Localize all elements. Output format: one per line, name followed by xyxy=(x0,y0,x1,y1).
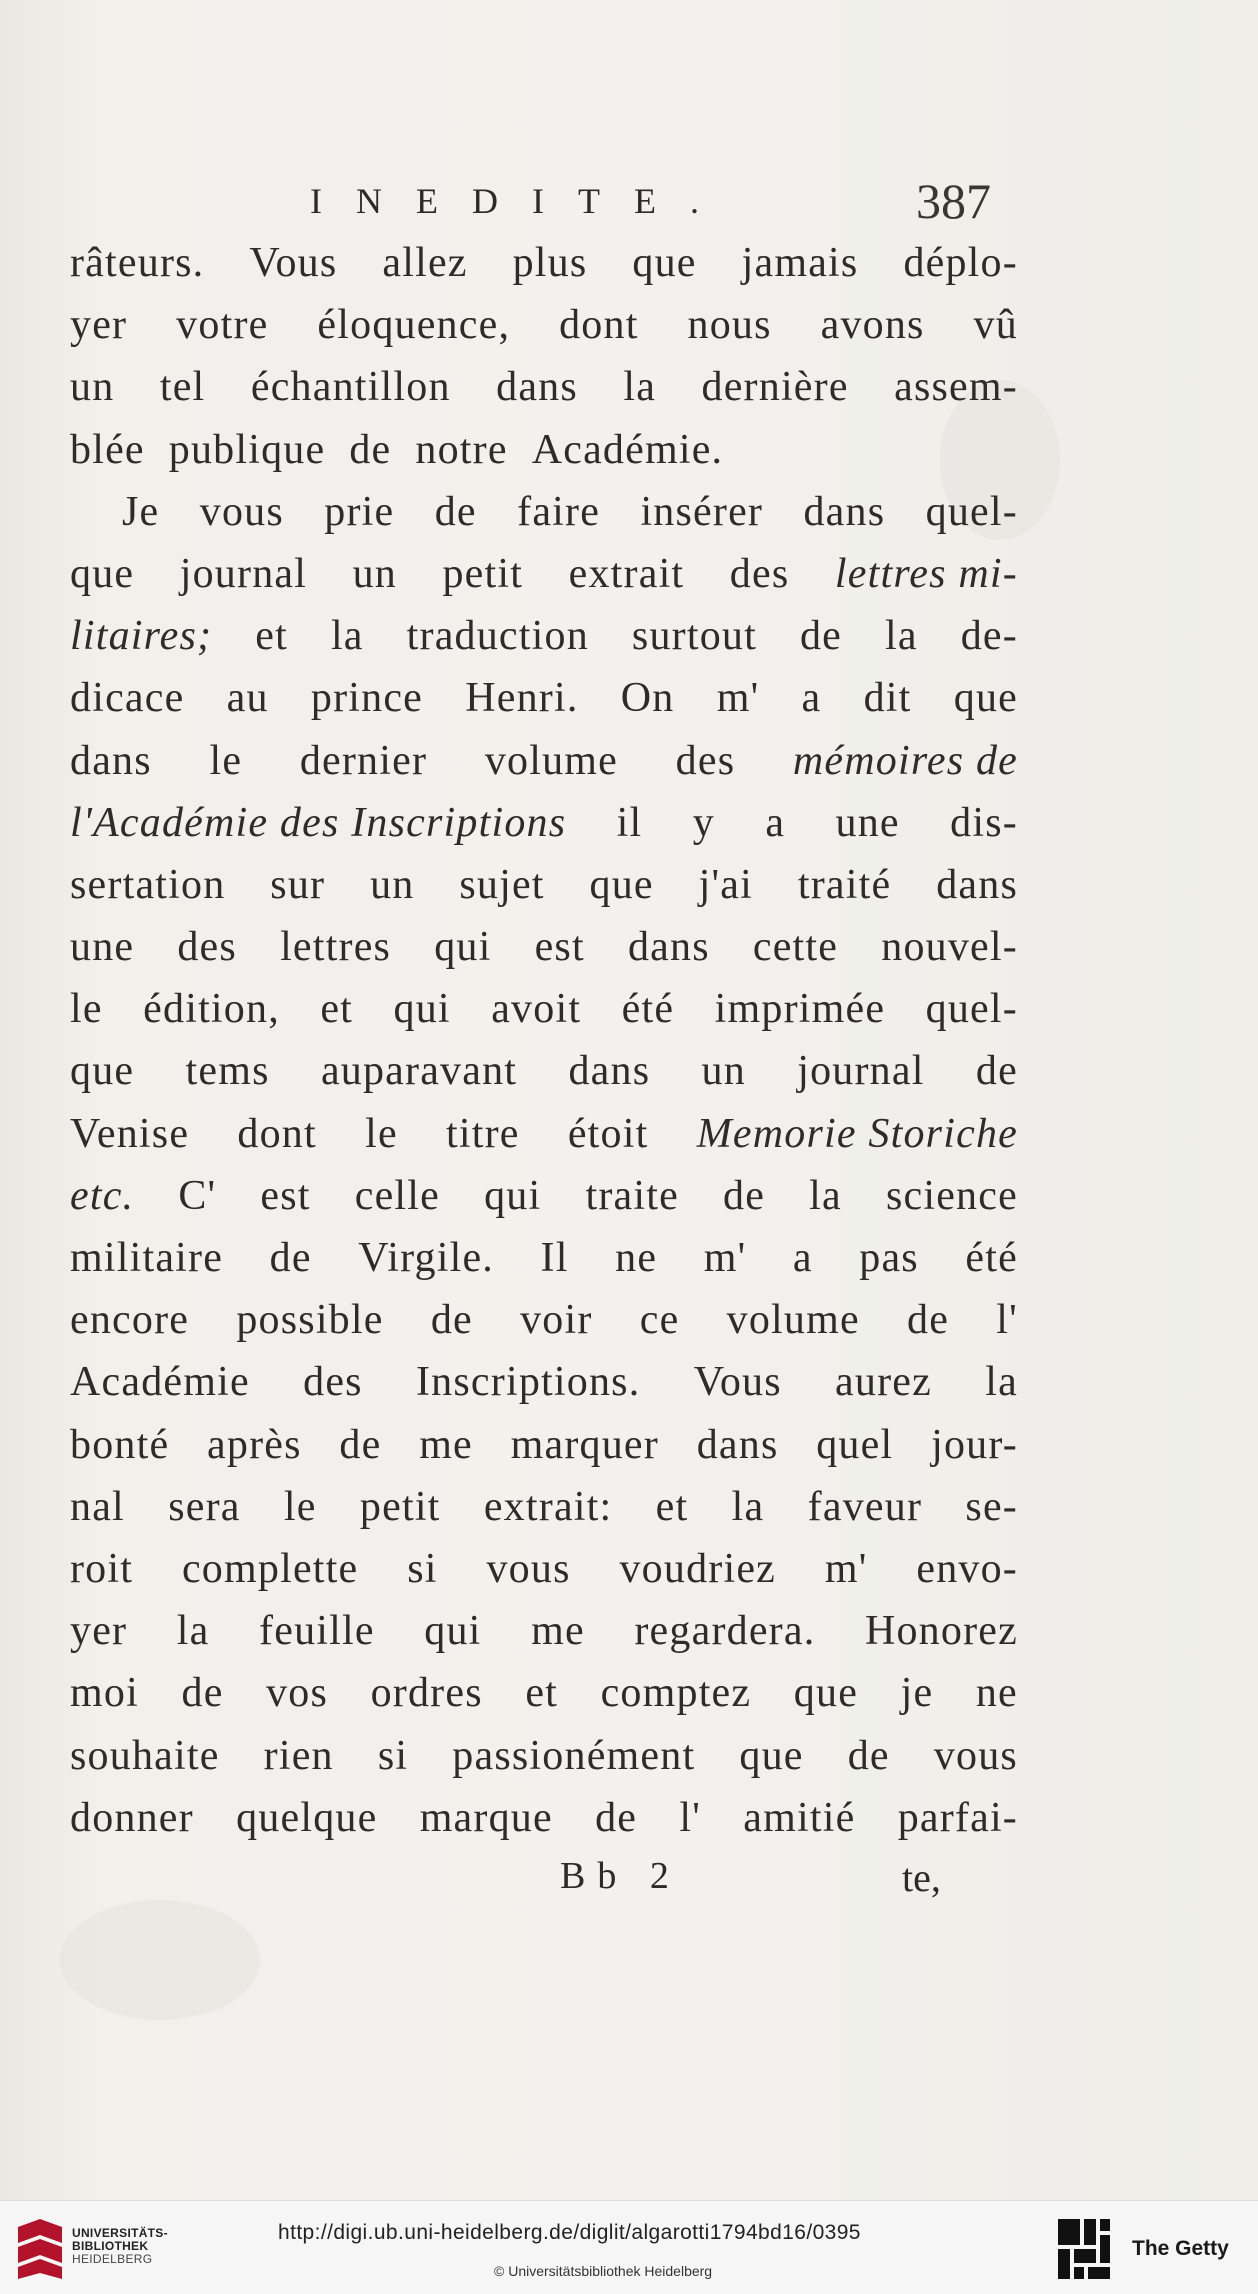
word: bonté xyxy=(70,1421,170,1468)
word: des xyxy=(303,1359,363,1406)
word: assem- xyxy=(894,364,1018,411)
word: marquer xyxy=(510,1421,659,1468)
word: la xyxy=(885,613,918,660)
word: que xyxy=(70,550,135,597)
word: l' xyxy=(996,1297,1018,1344)
word: une xyxy=(70,924,135,971)
word: ne xyxy=(975,1670,1018,1717)
text-line xyxy=(70,356,1018,418)
word: est xyxy=(534,924,585,971)
word: Vous xyxy=(693,1359,782,1406)
text-line xyxy=(70,730,1018,792)
word: voir xyxy=(520,1297,593,1344)
word: y xyxy=(692,799,715,846)
text-line xyxy=(70,1600,1018,1662)
word: le xyxy=(209,737,243,784)
word: petit xyxy=(442,550,524,597)
ub-heidelberg-logo-icon xyxy=(12,2217,68,2281)
word: surtout xyxy=(631,613,757,660)
word: de xyxy=(799,613,843,660)
text-line xyxy=(70,605,1018,667)
word: et xyxy=(655,1483,689,1530)
word: sertation xyxy=(70,861,226,908)
word: et xyxy=(255,613,288,660)
word: de xyxy=(434,488,477,535)
word: dernier xyxy=(299,737,428,784)
word: été xyxy=(965,1235,1018,1281)
word: quel- xyxy=(925,986,1018,1033)
word: quelque xyxy=(236,1794,378,1841)
word: de xyxy=(975,1048,1018,1095)
word: je xyxy=(900,1670,934,1717)
word: traité xyxy=(797,861,892,908)
library-name-line2: BIBLIOTHEK xyxy=(72,2239,149,2253)
word: prie xyxy=(324,488,395,535)
word: dis- xyxy=(950,799,1018,846)
word: édition, xyxy=(143,986,280,1033)
word: l'Académie des Inscriptions xyxy=(70,799,567,846)
word: la xyxy=(809,1172,842,1219)
word: râteurs. xyxy=(70,240,205,286)
copyright-notice: © Universitätsbibliothek Heidelberg xyxy=(494,2263,713,2279)
getty-logo[interactable] xyxy=(1056,2217,1256,2283)
word: lettres xyxy=(280,924,392,971)
word: yer xyxy=(70,302,128,349)
word: un xyxy=(352,550,397,597)
word: des xyxy=(675,737,736,784)
word: que xyxy=(739,1732,804,1779)
word: envo- xyxy=(916,1545,1018,1592)
word: de xyxy=(907,1297,950,1344)
word: litaires; xyxy=(70,613,213,660)
word: possible xyxy=(236,1297,384,1344)
word: complette xyxy=(181,1545,359,1592)
word: me xyxy=(419,1421,473,1468)
text-line xyxy=(70,667,1018,729)
text-line xyxy=(70,792,1018,854)
word: qui xyxy=(424,1608,482,1655)
signature-line xyxy=(70,1854,1018,1914)
text-line xyxy=(70,1662,1018,1724)
text-line xyxy=(70,1040,1018,1102)
text-line xyxy=(70,916,1018,978)
ub-heidelberg-logo[interactable] xyxy=(12,2213,182,2285)
running-head xyxy=(70,172,1020,232)
word: la xyxy=(731,1483,765,1530)
text-line xyxy=(70,1165,1018,1227)
viewer-footer xyxy=(0,2200,1258,2294)
word: avons xyxy=(820,302,925,349)
word: etc. xyxy=(70,1172,135,1219)
catchword: te, xyxy=(902,1855,941,1900)
word: dicace xyxy=(70,675,185,722)
word: dont xyxy=(559,302,639,349)
word: insérer xyxy=(640,488,764,535)
word: le xyxy=(365,1110,398,1157)
word: de xyxy=(269,1235,312,1281)
word: Académie. xyxy=(531,426,724,473)
word: m' xyxy=(824,1545,868,1592)
text-line xyxy=(70,1725,1018,1787)
page-number: 387 xyxy=(916,173,991,229)
word: passionément xyxy=(452,1732,696,1779)
word: que xyxy=(953,675,1018,722)
word: échantillon xyxy=(250,364,451,411)
running-title: INEDITE. xyxy=(310,181,733,221)
word: ne xyxy=(615,1235,658,1281)
text-line xyxy=(70,1103,1018,1165)
word: tems xyxy=(185,1048,270,1095)
word: aurez xyxy=(835,1359,932,1406)
word: regardera. xyxy=(634,1608,816,1655)
word: petit xyxy=(359,1483,441,1530)
word: que xyxy=(70,1048,135,1095)
word: auparavant xyxy=(320,1048,518,1095)
word: Vous xyxy=(249,240,338,286)
word: de- xyxy=(960,613,1018,660)
word: la xyxy=(176,1608,210,1655)
word: sera xyxy=(168,1483,241,1530)
word: rien xyxy=(263,1732,334,1779)
word: une xyxy=(835,799,900,846)
word: la xyxy=(623,364,657,411)
word: a xyxy=(792,1235,813,1281)
word: dernière xyxy=(701,364,849,411)
library-name-line3: HEIDELBERG xyxy=(72,2252,153,2266)
word: jour- xyxy=(931,1421,1018,1468)
word: voudriez xyxy=(619,1545,777,1592)
word: parfai- xyxy=(897,1794,1018,1841)
word: l' xyxy=(679,1794,702,1841)
text-line xyxy=(70,1351,1018,1413)
word: Henri. xyxy=(465,675,579,722)
word: a xyxy=(801,675,822,722)
word: votre xyxy=(176,302,269,349)
word: vous xyxy=(933,1732,1018,1779)
word: ordres xyxy=(370,1670,483,1717)
word: volume xyxy=(726,1297,860,1344)
word: Académie xyxy=(70,1359,250,1406)
word: vous xyxy=(486,1545,571,1592)
word: comptez xyxy=(600,1670,752,1717)
word: qui xyxy=(484,1172,542,1219)
text-line xyxy=(70,854,1018,916)
word: Venise xyxy=(70,1110,190,1157)
word: donner xyxy=(70,1794,194,1841)
word: sujet xyxy=(459,861,545,908)
word: amitié xyxy=(743,1794,856,1841)
word: qui xyxy=(393,986,451,1033)
text-line xyxy=(70,1787,1018,1849)
word: de xyxy=(595,1794,638,1841)
word: un xyxy=(70,364,115,411)
word: cette xyxy=(752,924,839,971)
word: des xyxy=(729,550,790,597)
word: que xyxy=(589,861,654,908)
word: après xyxy=(207,1421,302,1468)
word: moi xyxy=(70,1670,139,1717)
word: nous xyxy=(687,302,772,349)
word: et xyxy=(525,1670,559,1717)
word: encore xyxy=(70,1297,190,1344)
word: faire xyxy=(517,488,601,535)
word: dans xyxy=(568,1048,651,1095)
text-line xyxy=(70,978,1018,1040)
word: déplo- xyxy=(903,240,1018,286)
word: Inscriptions. xyxy=(416,1359,641,1406)
body-text xyxy=(70,232,1018,1849)
word: notre xyxy=(415,426,508,473)
word: la xyxy=(330,613,364,660)
word: il xyxy=(616,799,643,846)
word: qui xyxy=(434,924,492,971)
word: nal xyxy=(70,1483,125,1530)
word: se- xyxy=(965,1483,1018,1530)
word: militaire xyxy=(70,1235,224,1281)
word: Memorie Storiche xyxy=(696,1110,1018,1157)
word: roit xyxy=(70,1545,134,1592)
word: journal xyxy=(797,1048,925,1095)
word: dans xyxy=(803,488,886,535)
word: yer xyxy=(70,1608,128,1655)
word: vous xyxy=(199,488,284,535)
word: Il xyxy=(540,1235,569,1281)
word: science xyxy=(885,1172,1018,1219)
word: dans xyxy=(627,924,710,971)
word: été xyxy=(621,986,675,1033)
library-name-line1: UNIVERSITÄTS- xyxy=(72,2226,168,2240)
word: de xyxy=(847,1732,890,1779)
text-line xyxy=(70,481,1018,543)
word: dans xyxy=(696,1421,779,1468)
text-line xyxy=(70,1538,1018,1600)
word: éloquence, xyxy=(317,302,511,349)
word: me xyxy=(531,1608,585,1655)
word: dans xyxy=(936,861,1018,908)
word: Virgile. xyxy=(358,1235,494,1281)
word: des xyxy=(177,924,237,971)
word: nouvel- xyxy=(881,924,1018,971)
word: de xyxy=(339,1421,382,1468)
word: imprimée xyxy=(714,986,886,1033)
word: marque xyxy=(419,1794,553,1841)
word: dont xyxy=(237,1110,317,1157)
word: ce xyxy=(639,1297,680,1344)
text-line xyxy=(70,543,1018,605)
word: de xyxy=(430,1297,473,1344)
word: journal xyxy=(179,550,308,597)
word: un xyxy=(370,861,415,908)
word: est xyxy=(260,1172,311,1219)
partner-name: The Getty xyxy=(1132,2237,1229,2260)
word: quel xyxy=(816,1421,894,1468)
text-line xyxy=(70,419,1018,481)
word: si xyxy=(407,1545,438,1592)
word: Honorez xyxy=(864,1608,1018,1655)
word: que xyxy=(793,1670,859,1717)
text-line xyxy=(70,1227,1018,1289)
word: publique xyxy=(168,426,326,473)
word: vos xyxy=(266,1670,329,1717)
text-line xyxy=(70,1476,1018,1538)
word: pas xyxy=(859,1235,919,1281)
word: extrait: xyxy=(483,1483,613,1530)
word: Je xyxy=(122,488,160,535)
word: de xyxy=(349,426,392,473)
word: un xyxy=(701,1048,746,1095)
word: avoit xyxy=(491,986,582,1033)
word: tel xyxy=(159,364,206,411)
signature-mark: Bb 2 xyxy=(560,1855,681,1897)
word: que xyxy=(632,240,697,286)
permalink-url[interactable]: http://digi.ub.uni-heidelberg.de/diglit/algarotti1794bd16/0395 xyxy=(278,2221,861,2244)
text-line xyxy=(70,1414,1018,1476)
word: lettres mi- xyxy=(834,550,1018,597)
word: traite xyxy=(585,1172,679,1219)
word: faveur xyxy=(807,1483,923,1530)
word: au xyxy=(226,675,269,722)
word: si xyxy=(377,1732,409,1779)
word: extrait xyxy=(568,550,685,597)
word: blée xyxy=(70,426,145,473)
word: souhaite xyxy=(70,1732,220,1779)
word: dit xyxy=(863,675,912,722)
word: et xyxy=(320,986,354,1033)
word: traduction xyxy=(406,613,589,660)
word: sur xyxy=(270,861,326,908)
word: prince xyxy=(310,675,424,722)
word: j'ai xyxy=(698,861,753,908)
word: m' xyxy=(716,675,760,722)
word: de xyxy=(723,1172,766,1219)
word: étoit xyxy=(567,1110,649,1157)
word: titre xyxy=(446,1110,520,1157)
word: celle xyxy=(354,1172,441,1219)
getty-logo-icon xyxy=(1056,2217,1112,2281)
word: le xyxy=(70,986,103,1033)
word: dans xyxy=(496,364,578,411)
word: jamais xyxy=(741,240,859,286)
word: a xyxy=(765,799,786,846)
word: dans xyxy=(70,737,152,784)
word: allez xyxy=(382,240,468,286)
word: C' xyxy=(178,1172,217,1219)
word: volume xyxy=(484,737,618,784)
word: mémoires de xyxy=(792,737,1018,784)
word: m' xyxy=(703,1235,747,1281)
text-line xyxy=(70,232,1018,294)
word: quel- xyxy=(925,488,1018,535)
word: la xyxy=(985,1359,1018,1406)
word: le xyxy=(283,1483,317,1530)
word: vû xyxy=(973,302,1018,349)
word: feuille xyxy=(259,1608,375,1655)
text-line xyxy=(70,1289,1018,1351)
word: plus xyxy=(512,240,588,286)
word: de xyxy=(181,1670,224,1717)
text-line xyxy=(70,294,1018,356)
word: On xyxy=(620,675,675,722)
